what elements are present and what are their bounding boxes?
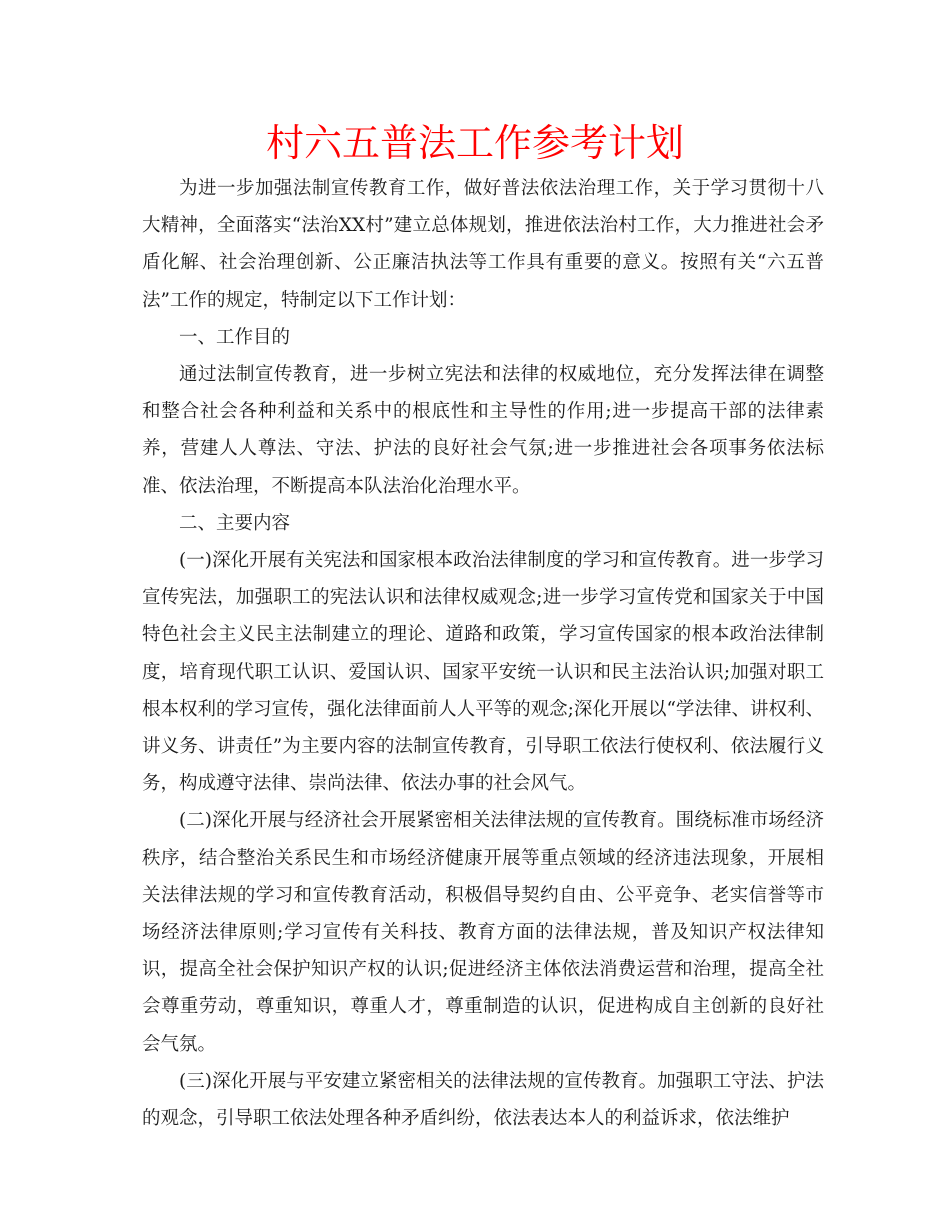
document-title: 村六五普法工作参考计划 bbox=[265, 121, 684, 165]
paragraph-content-1: (一)深化开展有关宪法和国家根本政治法律制度的学习和宣传教育。进一步学习宣传宪法，加强职工的宪法认识和法律权威观念;进一步学习宣传党和国家关于中国特色社会主义民主法制建立的理论、道路和政策，学习宣传国家的根本政治法律制度，培育现代职工认识、爱国认识、国家平安统一认识和民主法治认识;加强对职工根本权利的学习宣传，强化法律面前人人平等的观念;深化开展以“学法律、讲权利、讲义务、讲责任”为主要内容的法制宣传教育，引导职工依法行使权利、依法履行义务，构成遵守法律、崇尚法律、依法办事的社会风气。 bbox=[142, 550, 824, 795]
section-heading-purpose: 一、工作目的 bbox=[179, 326, 291, 348]
paragraph-content-2: (二)深化开展与经济社会开展紧密相关法律法规的宣传教育。围绕标准市场经济秩序，结合整治关系民生和市场经济健康开展等重点领域的经济违法现象，开展相关法律法规的学习和宣传教育活动，积极倡导契约自由、公平竞争、老实信誉等市场经济法律原则;学习宣传有关科技、教育方面的法律法规，普及知识产权法律知识，提高全社会保护知识产权的认识;促进经济主体依法消费运营和治理，提高全社会尊重劳动，尊重知识，尊重人才，尊重制造的认识，促进构成自主创新的良好社会气氛。 bbox=[142, 810, 824, 1055]
paragraph-purpose: 通过法制宣传教育，进一步树立宪法和法律的权威地位，充分发挥法律在调整和整合社会各种利益和关系中的根底性和主导性的作用;进一步提高干部的法律素养，营建人人尊法、守法、护法的良好社会气氛;进一步推进社会各项事务依法标准、依法治理，不断提高本队法治化治理水平。 bbox=[142, 364, 824, 497]
paragraph-intro: 为进一步加强法制宣传教育工作，做好普法依法治理工作，关于学习贯彻十八大精神，全面落实“法治XX村”建立总体规划，推进依法治村工作，大力推进社会矛盾化解、社会治理创新、公正廉洁执法等工作具有重要的意义。按照有关“六五普法”工作的规定，特制定以下工作计划： bbox=[142, 178, 824, 311]
paragraph-content-3: (三)深化开展与平安建立紧密相关的法律法规的宣传教育。加强职工守法、护法的观念，引导职工依法处理各种矛盾纠纷，依法表达本人的利益诉求，依法维护 bbox=[142, 1070, 824, 1130]
document-body bbox=[142, 170, 824, 1137]
section-heading-content: 二、主要内容 bbox=[179, 512, 291, 534]
